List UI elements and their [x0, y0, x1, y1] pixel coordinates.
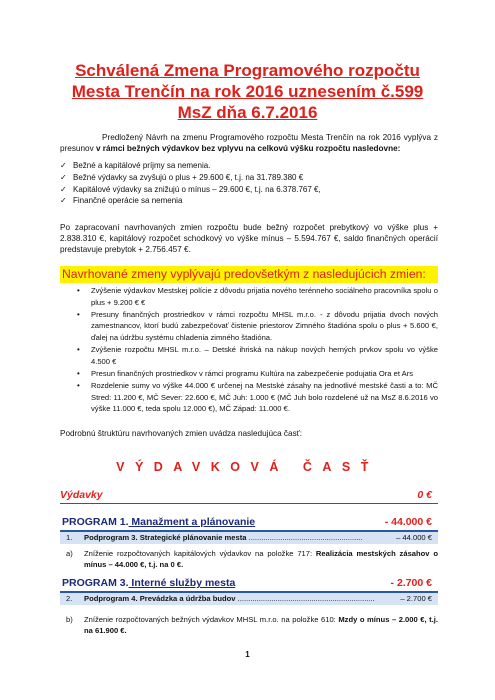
- check-item: [60, 172, 440, 184]
- bullet-icon: •: [77, 309, 80, 319]
- check-item: [60, 184, 440, 196]
- change-item-text: Zvýšenie rozpočtu MHSL m.r.o. – Detské ihriská na nákup nových herných prvkov spolu vo výške 4.500 €: [91, 345, 438, 366]
- subprogram-dots: ......................................................: [248, 533, 363, 542]
- bullet-icon: •: [77, 345, 80, 355]
- change-item-text: Rozdelenie sumy vo výške 44.000 € určenej na Mestské zásahy na jednotlivé mestské časti a to: MČ Stred: 11.200 €, MČ Sever: 22.600 €, MČ Juh: 1.000 € (MČ Juh bolo rozdelené už na MsZ 8.6.2016 vo výške 11.000 €, teda spolu 12.000 €), MČ Západ: 11.000 €.: [91, 381, 438, 414]
- subprogram-name: Podprogram 4. Prevádzka a údržba budov: [84, 594, 238, 603]
- program-1-prefix: PROGRAM 1.: [62, 516, 129, 528]
- subprogram-dots: .................................................................: [237, 594, 375, 603]
- detail-text: [84, 548, 438, 570]
- title-line-3: MsZ dňa 6.7.2016: [177, 103, 318, 122]
- detail-text-normal: Zníženie rozpočtovaných kapitálových výdavkov na položke 717:: [84, 549, 316, 558]
- change-item-text: Presuny finančných prostriedkov v rámci rozpočtu MHSL m.r.o. - z dôvodu prijatia dvoch nových zamestnancov, ktorí budú zabezpečovať čistenie priestorov Zimného štadióna spolu o plus + 5.600 €, ďalej na údržbu systému chladenia zimného štadióna.: [91, 309, 438, 342]
- changes-list: [60, 285, 438, 416]
- program-1-label: [62, 516, 255, 528]
- checkmark-icon: ✓: [60, 196, 67, 206]
- program-3-row: [60, 577, 438, 591]
- changes-heading-bar: [60, 266, 438, 283]
- intro-text: Predložený Návrh na zmenu Programového rozpočtu Mesta Trenčín na rok 2016 vyplýva z presunov: [60, 133, 438, 153]
- subprogram-label: [84, 532, 363, 544]
- program-1-name: Manažment a plánovanie: [128, 516, 256, 528]
- changes-heading: Navrhované zmeny vyplývajú predovšetkým z nasledujúcich zmien:: [62, 267, 426, 281]
- check-item-text: Bežné a kapitálové príjmy sa nemenia.: [73, 161, 211, 170]
- intro-bold: v rámci bežných výdavkov bez vplyvu na celkovú výšku rozpočtu nasledovne:: [95, 144, 401, 153]
- check-item: [60, 195, 440, 207]
- vydavky-label: Výdavky: [60, 489, 103, 501]
- subprogram-value: – 2.700 €: [400, 594, 432, 603]
- check-item-text: Finančné operácie sa nemenia: [73, 196, 183, 206]
- subprogram-label: [84, 593, 375, 605]
- detail-text-normal: Zníženie rozpočtovaných bežných výdavkov MHSL m.r.o. na položke 610:: [84, 615, 339, 624]
- checkmark-icon: ✓: [60, 161, 67, 170]
- bullet-icon: •: [77, 286, 80, 295]
- detail-text-bold: Mzdy o mínus – 2.000 €, t.j. na 61.900 €.: [84, 615, 438, 635]
- subprogram-value: – 44.000 €: [396, 533, 432, 542]
- change-item: [60, 344, 438, 367]
- check-item: [60, 160, 440, 172]
- bullet-icon: •: [77, 368, 80, 378]
- title-line-2: Mesta Trenčín na rok 2016 uznesením č.599: [71, 82, 424, 101]
- change-detail-a: [60, 548, 438, 570]
- section-title: VÝDAVKOVÁ ČASŤ: [116, 460, 379, 474]
- change-detail-b: [60, 614, 438, 636]
- change-item: [60, 285, 438, 308]
- program-1-row: [60, 516, 438, 530]
- subprogram-row: [60, 532, 438, 544]
- change-item: [60, 380, 438, 415]
- vydavky-rule: [60, 503, 438, 504]
- change-item-text: Presun finančných prostriedkov v rámci programu Kultúra na zabezpečenie podujatia Ora et Ars: [91, 368, 414, 378]
- detail-text-bold: Realizácia mestských zásahov o mínus – 44.000 €, t.j. na 0 €.: [84, 549, 438, 569]
- subprogram-number: 2.: [66, 594, 73, 603]
- check-item-text: Bežné výdavky sa zvyšujú o plus + 29.600 €, t.j. na 31.789.380 €: [73, 172, 304, 182]
- title-line-1: Schválená Zmena Programového rozpočtu: [75, 61, 420, 80]
- summary-paragraph: Po zapracovaní navrhovaných zmien rozpočtu bude bežný rozpočet prebytkový vo výške plus + 2.838.310 €, kapitálový rozpočet schodkový vo výške mínus – 5.594.767 €, saldo finančných operácií predstavuje prebytok + 2.756.457 €.: [60, 223, 438, 254]
- check-item-text: Kapitálové výdavky sa znižujú o mínus – 29.600 €, t.j. na 6.378.767 €,: [73, 184, 321, 194]
- program-3-prefix: PROGRAM 3.: [62, 577, 129, 589]
- change-item: [60, 368, 438, 380]
- detail-text: [84, 614, 438, 636]
- program-3-name: Interné služby mesta: [128, 577, 236, 589]
- subprogram-row: [60, 593, 438, 605]
- bullet-icon: •: [77, 381, 80, 391]
- checkmark-icon: ✓: [60, 172, 67, 182]
- detail-letter: b): [66, 615, 73, 624]
- structure-note: Podrobnú štruktúru navrhovaných zmien uvádza nasledujúca časť:: [60, 429, 303, 438]
- subprogram-name: Podprogram 3. Strategické plánovanie mesta: [84, 533, 249, 542]
- detail-letter: a): [66, 549, 73, 558]
- vydavky-row: [60, 489, 438, 503]
- change-item: [60, 309, 438, 344]
- intro-paragraph: [60, 132, 438, 154]
- checks-list: [60, 160, 440, 207]
- checkmark-icon: ✓: [60, 184, 67, 194]
- program-3-label: [62, 577, 235, 589]
- program-1-value: - 44.000 €: [384, 516, 432, 528]
- vydavky-value: 0 €: [417, 489, 432, 501]
- program-3-value: - 2.700 €: [390, 577, 432, 589]
- subprogram-number: 1.: [66, 533, 73, 542]
- page-number: 1: [245, 650, 250, 659]
- change-item-text: Zvýšenie výdavkov Mestskej polície z dôvodu prijatia nového terénneho sociálneho pracovníka spolu o plus + 9.200 € €: [91, 286, 438, 307]
